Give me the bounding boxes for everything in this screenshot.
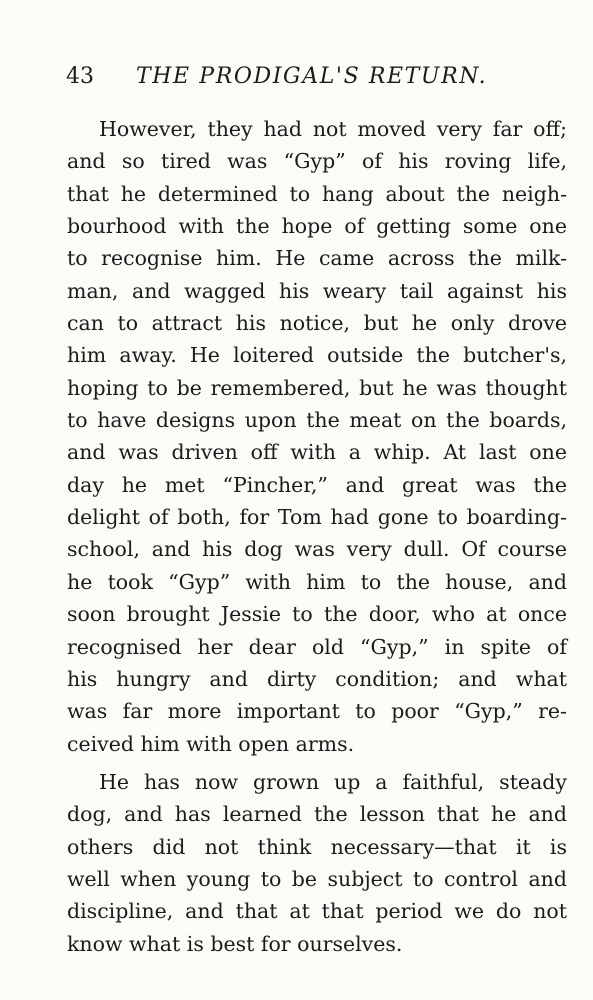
running-head xyxy=(66,62,536,92)
page-number: 43 xyxy=(66,64,94,89)
paragraph-2 xyxy=(67,766,567,960)
text-line: his hungry and dirty condition; and what xyxy=(67,666,567,691)
text-line: soon brought Jessie to the door, who at once xyxy=(67,602,567,627)
text-line: can to attract his notice, but he only drove xyxy=(67,311,567,336)
text-line: he took “Gyp” with him to the house, and xyxy=(67,569,567,594)
text-line: well when young to be subject to control and xyxy=(67,866,567,891)
body-text xyxy=(67,113,567,960)
text-line: others did not think necessary—that it is xyxy=(67,834,567,859)
text-line: man, and wagged his weary tail against his xyxy=(67,278,567,303)
text-line: However, they had not moved very far off; xyxy=(99,117,567,141)
text-line: him away. He loitered outside the butcher's, xyxy=(67,343,567,368)
text-line: and so tired was “Gyp” of his roving life, xyxy=(67,149,567,174)
text-line: delight of both, for Tom had gone to boarding- xyxy=(67,505,567,530)
text-line: and was driven off with a whip. At last one xyxy=(67,440,567,465)
paragraph-1 xyxy=(67,113,567,760)
text-line: ceived him with open arms. xyxy=(67,731,355,756)
text-line: dog, and has learned the lesson that he and xyxy=(67,802,567,827)
text-line: bourhood with the hope of getting some one xyxy=(67,214,567,239)
text-line: He has now grown up a faithful, steady xyxy=(99,769,567,794)
text-line: day he met “Pincher,” and great was the xyxy=(67,472,567,497)
text-line: know what is best for ourselves. xyxy=(67,931,403,956)
text-line: recognised her dear old “Gyp,” in spite of xyxy=(67,634,567,659)
text-line: discipline, and that at that period we do not xyxy=(67,899,567,924)
text-line: school, and his dog was very dull. Of course xyxy=(67,537,567,562)
text-line: hoping to be remembered, but he was thought xyxy=(67,375,567,400)
text-line: to have designs upon the meat on the boards, xyxy=(67,408,567,433)
text-line: that he determined to hang about the neigh- xyxy=(67,181,567,206)
running-title: THE PRODIGAL'S RETURN. xyxy=(136,64,488,89)
text-line: was far more important to poor “Gyp,” re- xyxy=(67,699,567,724)
text-line: to recognise him. He came across the milk- xyxy=(67,246,567,271)
